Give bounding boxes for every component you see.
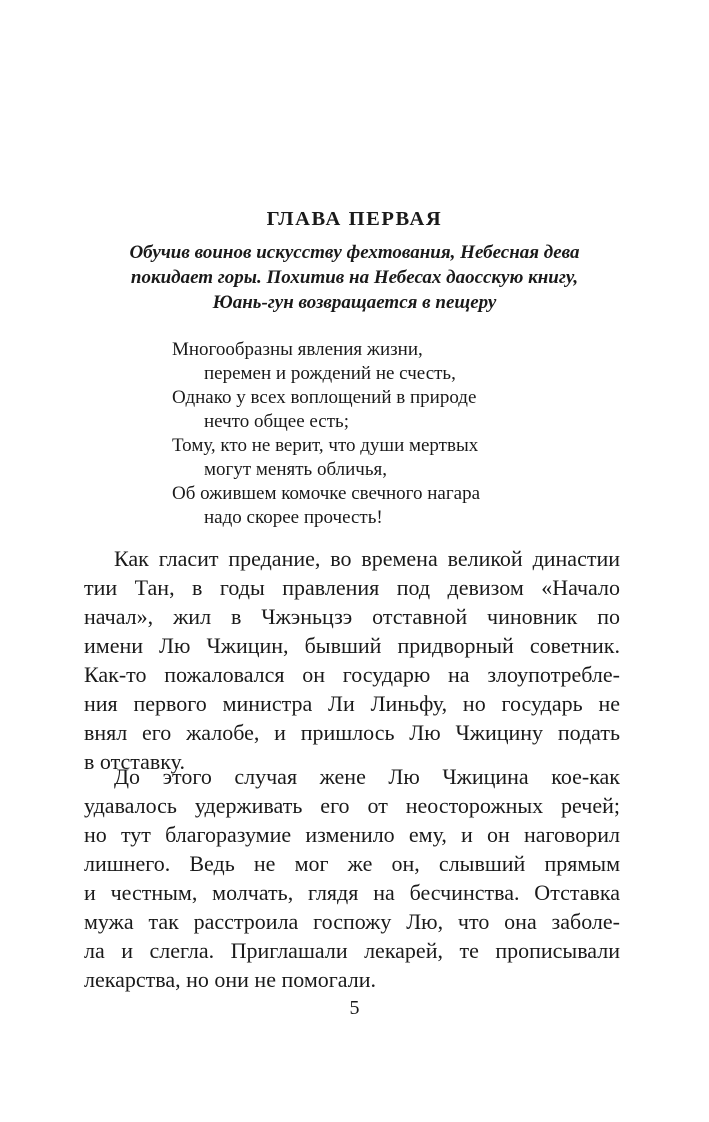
chapter-title: ГЛАВА ПЕРВАЯ xyxy=(266,208,443,230)
poem-line: Об ожившем комочке свечного нагара xyxy=(172,483,481,504)
text-line: лишнего. Ведь не мог же он, слывший прямым xyxy=(84,851,620,876)
poem-line: Однако у всех воплощений в природе xyxy=(172,387,477,408)
poem-line: могут менять обличья, xyxy=(204,459,388,480)
poem-line: перемен и рождений не счесть, xyxy=(204,363,456,384)
subtitle-line: Юань-гун возвращается в пещеру xyxy=(212,292,497,313)
text-line: имени Лю Чжицин, бывший придворный советник. xyxy=(84,633,620,658)
text-line: и честным, молчать, глядя на бесчинства. Отставка xyxy=(84,880,620,905)
text-line: начал», жил в Чжэньцзэ отставной чиновник по xyxy=(84,604,620,629)
text-line: лекарства, но они не помогали. xyxy=(84,967,376,992)
text-line: До этого случая жене Лю Чжицина кое-как xyxy=(114,764,620,789)
poem-line: Тому, кто не верит, что души мертвых xyxy=(172,435,479,456)
paragraph-1 xyxy=(84,544,620,776)
subtitle-line: Обучив воинов искусству фехтования, Небесная дева xyxy=(129,242,580,263)
chapter-subtitle xyxy=(60,240,649,315)
text-line: Как-то пожаловался он государю на злоупотребле- xyxy=(84,662,620,687)
text-line: внял его жалобе, и пришлось Лю Чжицину подать xyxy=(84,720,620,745)
text-line: ния первого министра Ли Линьфу, но государь не xyxy=(84,691,620,716)
text-line: ла и слегла. Приглашали лекарей, те прописывали xyxy=(84,938,620,963)
text-line: тии Тан, в годы правления под девизом «Начало xyxy=(84,575,620,600)
text-line: удавалось удерживать его от неосторожных речей; xyxy=(84,793,620,818)
epigraph-poem xyxy=(172,338,592,530)
poem-line: надо скорее прочесть! xyxy=(204,507,383,528)
poem-line: нечто общее есть; xyxy=(204,411,349,432)
text-line: мужа так расстроила госпожу Лю, что она заболе- xyxy=(84,909,620,934)
text-line: но тут благоразумие изменило ему, и он наговорил xyxy=(84,822,620,847)
text-line: Как гласит предание, во времена великой династии xyxy=(114,546,620,571)
poem-line: Многообразны явления жизни, xyxy=(172,339,423,360)
page-number: 5 xyxy=(349,997,360,1019)
paragraph-2 xyxy=(84,762,620,994)
text-line: в отставку. xyxy=(84,749,185,774)
subtitle-line: покидает горы. Похитив на Небесах даосскую книгу, xyxy=(130,267,579,288)
